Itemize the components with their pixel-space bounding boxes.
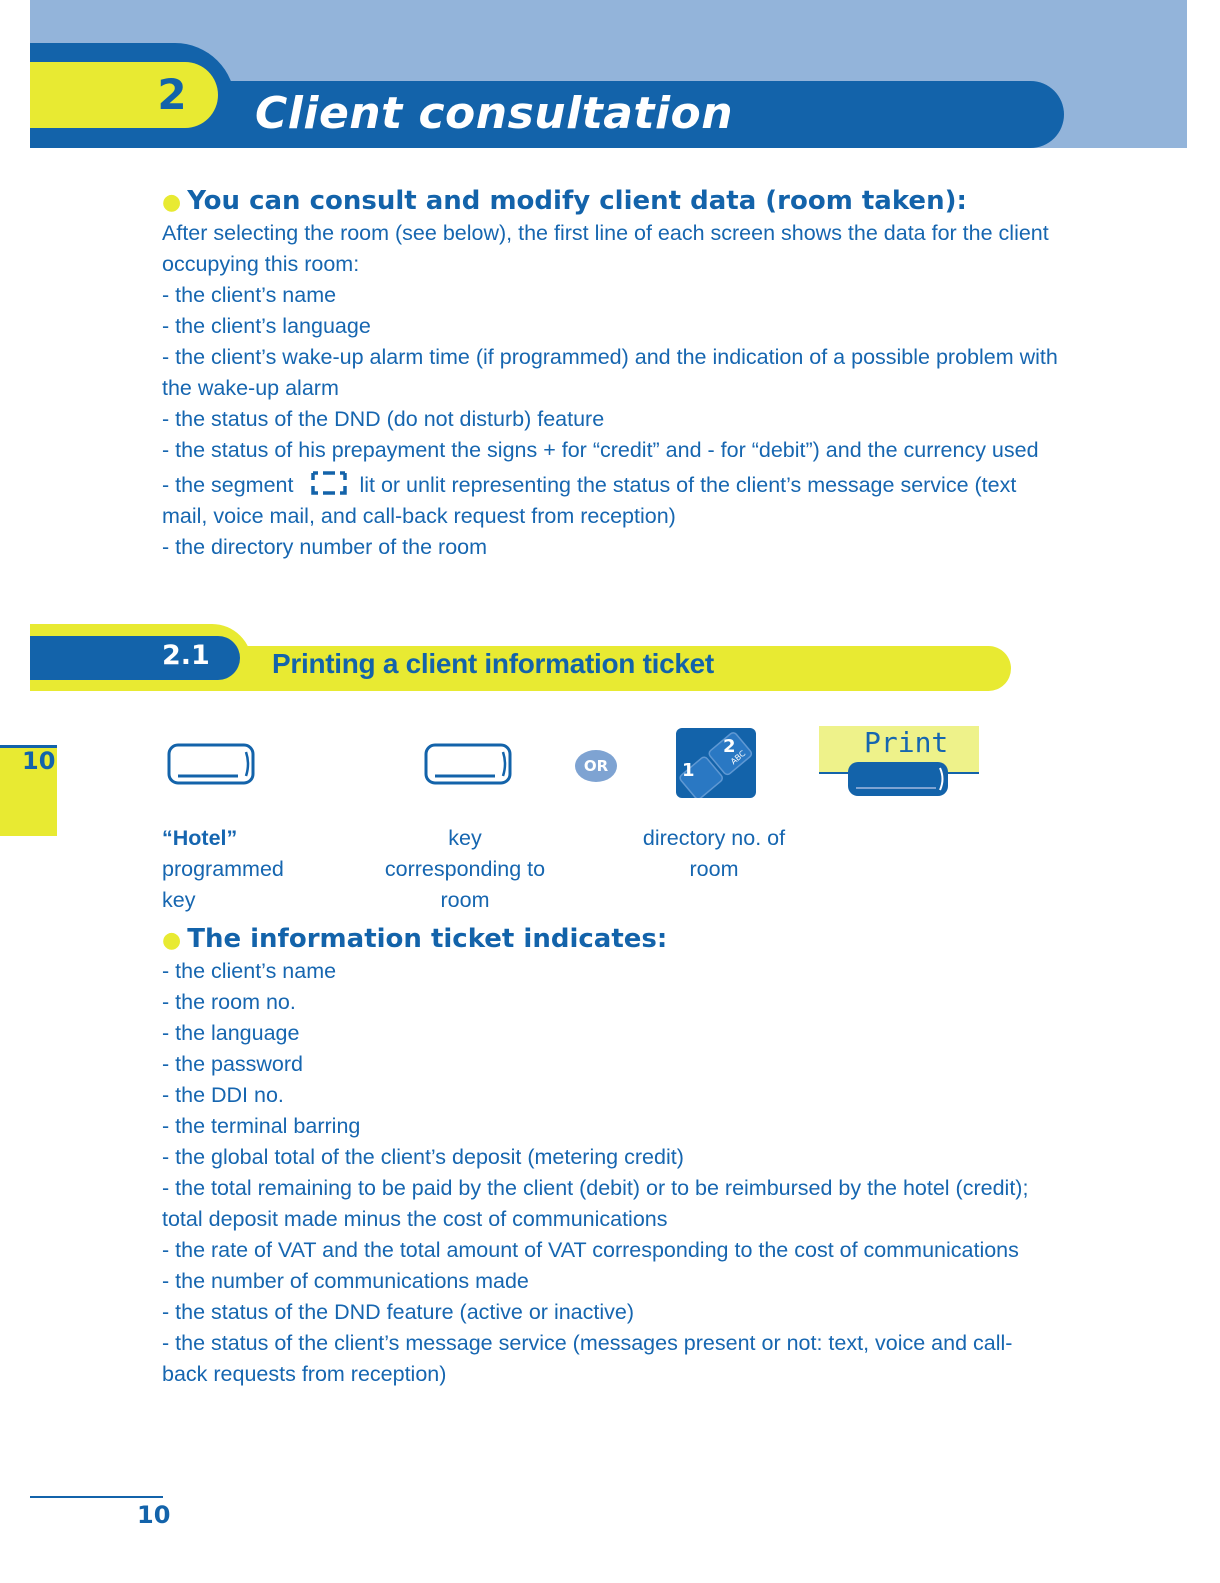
or-badge: OR <box>575 750 617 782</box>
keypad-icon[interactable] <box>676 728 756 798</box>
keypad-key-2: 2 <box>723 736 736 757</box>
bullet-icon: ● <box>162 928 182 953</box>
ticket-line: - the status of the DND feature (active or inactive) <box>162 1300 635 1324</box>
intro-line: - the client’s language <box>162 314 371 338</box>
ticket-line: - the DDI no. <box>162 1083 284 1107</box>
ticket-body <box>162 956 1052 1390</box>
caption-line: corresponding to <box>384 857 546 881</box>
intro-line: - the client’s wake-up alarm time (if programmed) and the indication of a possible problem with the wake-up alarm <box>162 345 1058 400</box>
caption-line: room <box>689 857 739 881</box>
caption-line: key <box>162 888 196 912</box>
print-label: Print <box>864 726 949 759</box>
bullet-icon: ● <box>162 190 182 215</box>
footer-rule <box>30 1496 163 1498</box>
intro-body <box>162 218 1062 563</box>
caption-line: key <box>448 826 482 850</box>
section-title: Printing a client information ticket <box>272 648 714 679</box>
print-softkey-icon[interactable] <box>846 760 950 798</box>
room-key-icon[interactable] <box>423 742 513 786</box>
intro-line: - the directory number of the room <box>162 535 488 559</box>
ticket-line: - the total remaining to be paid by the client (debit) or to be reimbursed by the hotel (credit); total deposit made minus the cost of communications <box>162 1176 1029 1231</box>
intro-heading: ● You can consult and modify client data (room taken): <box>162 186 967 216</box>
ticket-line: - the client’s name <box>162 959 337 983</box>
side-page-number: 10 <box>22 747 56 775</box>
caption-hotel-key <box>162 823 284 916</box>
message-segment-icon <box>309 471 349 495</box>
section-number: 2.1 <box>162 640 210 671</box>
ticket-line: - the status of the client’s message service (messages present or not: text, voice and call-back requests from reception) <box>162 1331 1013 1386</box>
caption-line: room <box>440 888 490 912</box>
keypad-key-1: 1 <box>682 760 695 781</box>
chapter-number: 2 <box>157 70 187 119</box>
intro-line: - the status of his prepayment the signs + for “credit” and - for “debit”) and the currency used <box>162 438 1039 462</box>
caption-line: directory no. of <box>642 826 786 850</box>
ticket-line: - the password <box>162 1052 304 1076</box>
ticket-heading: ● The information ticket indicates: <box>162 924 668 954</box>
caption-directory <box>618 823 810 885</box>
hotel-key-icon[interactable] <box>166 742 256 786</box>
intro-line: - the status of the DND (do not disturb) feature <box>162 407 605 431</box>
ticket-line: - the language <box>162 1021 300 1045</box>
intro-segment-line: - the segment lit or unlit representing the status of the client’s message service (text mail, voice mail, and call-back request from reception) <box>162 473 1017 528</box>
caption-hotel-key-title: “Hotel” <box>162 826 238 850</box>
intro-line: - the client’s name <box>162 283 337 307</box>
caption-line: programmed <box>162 857 284 881</box>
ticket-line: - the rate of VAT and the total amount of VAT corresponding to the cost of communications <box>162 1238 1019 1262</box>
ticket-line: - the number of communications made <box>162 1269 529 1293</box>
ticket-line: - the room no. <box>162 990 296 1014</box>
chapter-title: Client consultation <box>255 88 734 139</box>
footer-page-number: 10 <box>137 1501 171 1529</box>
intro-line: After selecting the room (see below), the first line of each screen shows the data for the client occupying this room: <box>162 221 1049 276</box>
ticket-line: - the global total of the client’s deposit (metering credit) <box>162 1145 684 1169</box>
caption-room-key <box>364 823 566 916</box>
ticket-line: - the terminal barring <box>162 1114 361 1138</box>
keypad-key-2-letters: ABC <box>728 748 748 767</box>
